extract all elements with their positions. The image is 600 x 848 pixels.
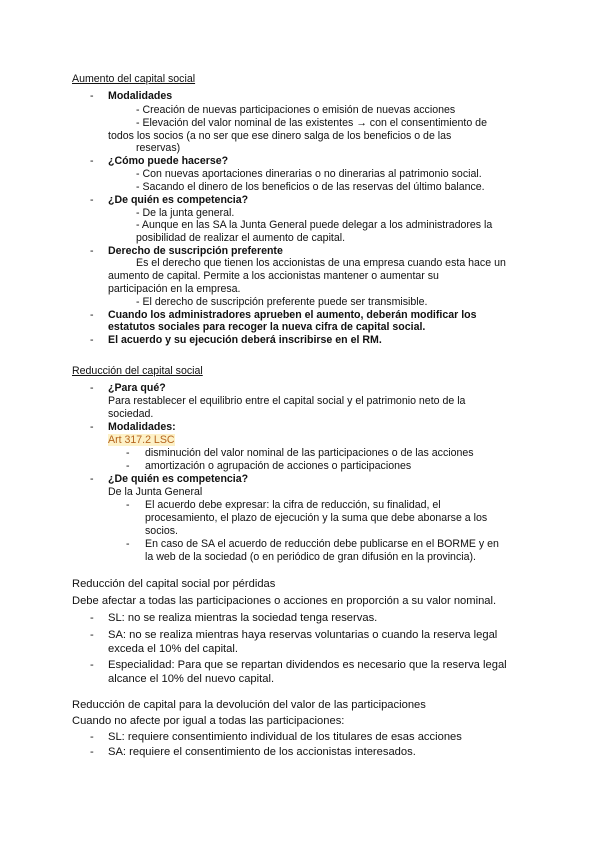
- list-item: amortización o agrupación de acciones o participaciones: [145, 460, 412, 472]
- list-item: la web de la sociedad (o en periódico de gran difusión en la provincia).: [145, 551, 476, 563]
- competencia-label: ¿De quién es competencia?: [108, 194, 249, 206]
- bullet: -: [90, 155, 94, 167]
- bullet: -: [90, 90, 94, 102]
- bullet: -: [90, 245, 94, 257]
- list-item: SA: no se realiza mientras haya reservas voluntarias o cuando la reserva legal: [108, 629, 498, 641]
- competencia-label: ¿De quién es competencia?: [108, 473, 249, 485]
- text-line: - Sacando el dinero de los beneficios o de las reservas del último balance.: [136, 181, 485, 193]
- bullet: -: [126, 447, 130, 459]
- text-line: De la Junta General: [108, 486, 203, 498]
- bullet: -: [90, 746, 94, 758]
- text-line: todos los socios (a no ser que ese dinero salga de los beneficios o de las: [108, 130, 452, 142]
- text-line: Para restablecer el equilibrio entre el capital social y el patrimonio neto de la: [108, 395, 466, 407]
- text-line: Cuando los administradores aprueben el aumento, deberán modificar los: [108, 309, 477, 321]
- bullet: -: [126, 538, 130, 550]
- como-label: ¿Cómo puede hacerse?: [108, 155, 229, 167]
- text-line: - El derecho de suscripción preferente puede ser transmisible.: [136, 296, 428, 308]
- text-line: - Elevación del valor nominal de las existentes → con el consentimiento de: [136, 117, 487, 129]
- bullet: -: [90, 421, 94, 433]
- bullet: -: [126, 460, 130, 472]
- list-item: procesamiento, el plazo de ejecución y la suma que debe abonarse a los: [145, 512, 488, 524]
- para-que-label: ¿Para qué?: [108, 382, 166, 394]
- section-title: Reducción de capital para la devolución del valor de las participaciones: [72, 699, 426, 711]
- text-line: - De la junta general.: [136, 207, 235, 219]
- bullet: -: [90, 629, 94, 641]
- text-line: Cuando no afecte por igual a todas las participaciones:: [72, 715, 345, 727]
- text-line: estatutos sociales para recoger la nueva cifra de capital social.: [108, 321, 426, 333]
- section-title: Aumento del capital social: [72, 73, 196, 85]
- section-title: Reducción del capital social: [72, 365, 203, 377]
- text-line: - Creación de nuevas participaciones o emisión de nuevas acciones: [136, 104, 456, 116]
- list-item: SL: requiere consentimiento individual de los titulares de esas acciones: [108, 731, 462, 743]
- list-item: Especialidad: Para que se repartan dividendos es necesario que la reserva legal: [108, 659, 507, 671]
- section-title: Reducción del capital social por pérdidas: [72, 578, 276, 590]
- text-line: sociedad.: [108, 408, 154, 420]
- list-item: exceda el 10% del capital.: [108, 643, 238, 655]
- bullet: -: [90, 731, 94, 743]
- bullet: -: [90, 194, 94, 206]
- bullet: -: [126, 499, 130, 511]
- text-line: El acuerdo y su ejecución deberá inscribirse en el RM.: [108, 334, 382, 346]
- text-line: Es el derecho que tienen los accionistas de una empresa cuando esta hace un: [136, 257, 506, 269]
- list-item: SA: requiere el consentimiento de los accionistas interesados.: [108, 746, 416, 758]
- derecho-label: Derecho de suscripción preferente: [108, 245, 283, 257]
- bullet: -: [90, 659, 94, 671]
- list-item: El acuerdo debe expresar: la cifra de reducción, su finalidad, el: [145, 499, 441, 511]
- text-line: participación en la empresa.: [108, 283, 241, 295]
- text-line: Debe afectar a todas las participaciones o acciones en proporción a su valor nominal.: [72, 595, 497, 607]
- list-item: SL: no se realiza mientras la sociedad tenga reservas.: [108, 612, 378, 624]
- bullet: -: [90, 334, 94, 346]
- bullet: -: [90, 382, 94, 394]
- list-item: disminución del valor nominal de las participaciones o de las acciones: [145, 447, 474, 459]
- list-item: En caso de SA el acuerdo de reducción debe publicarse en el BORME y en: [145, 538, 499, 550]
- modalidades-label: Modalidades: [108, 90, 173, 102]
- bullet: -: [90, 309, 94, 321]
- article-reference: Art 317.2 LSC: [108, 434, 175, 446]
- bullet: -: [90, 612, 94, 624]
- text-line: reservas): [136, 142, 181, 154]
- text-line: posibilidad de realizar el aumento de capital.: [136, 232, 346, 244]
- text-line: - Aunque en las SA la Junta General puede delegar a los administradores la: [136, 219, 493, 231]
- bullet: -: [90, 473, 94, 485]
- list-item: alcance el 10% del nuevo capital.: [108, 673, 275, 685]
- text-line: - Con nuevas aportaciones dinerarias o no dinerarias al patrimonio social.: [136, 168, 482, 180]
- text-line: aumento de capital. Permite a los accionistas mantener o aumentar su: [108, 270, 439, 282]
- modalidades-label: Modalidades:: [108, 421, 176, 433]
- list-item: socios.: [145, 525, 178, 537]
